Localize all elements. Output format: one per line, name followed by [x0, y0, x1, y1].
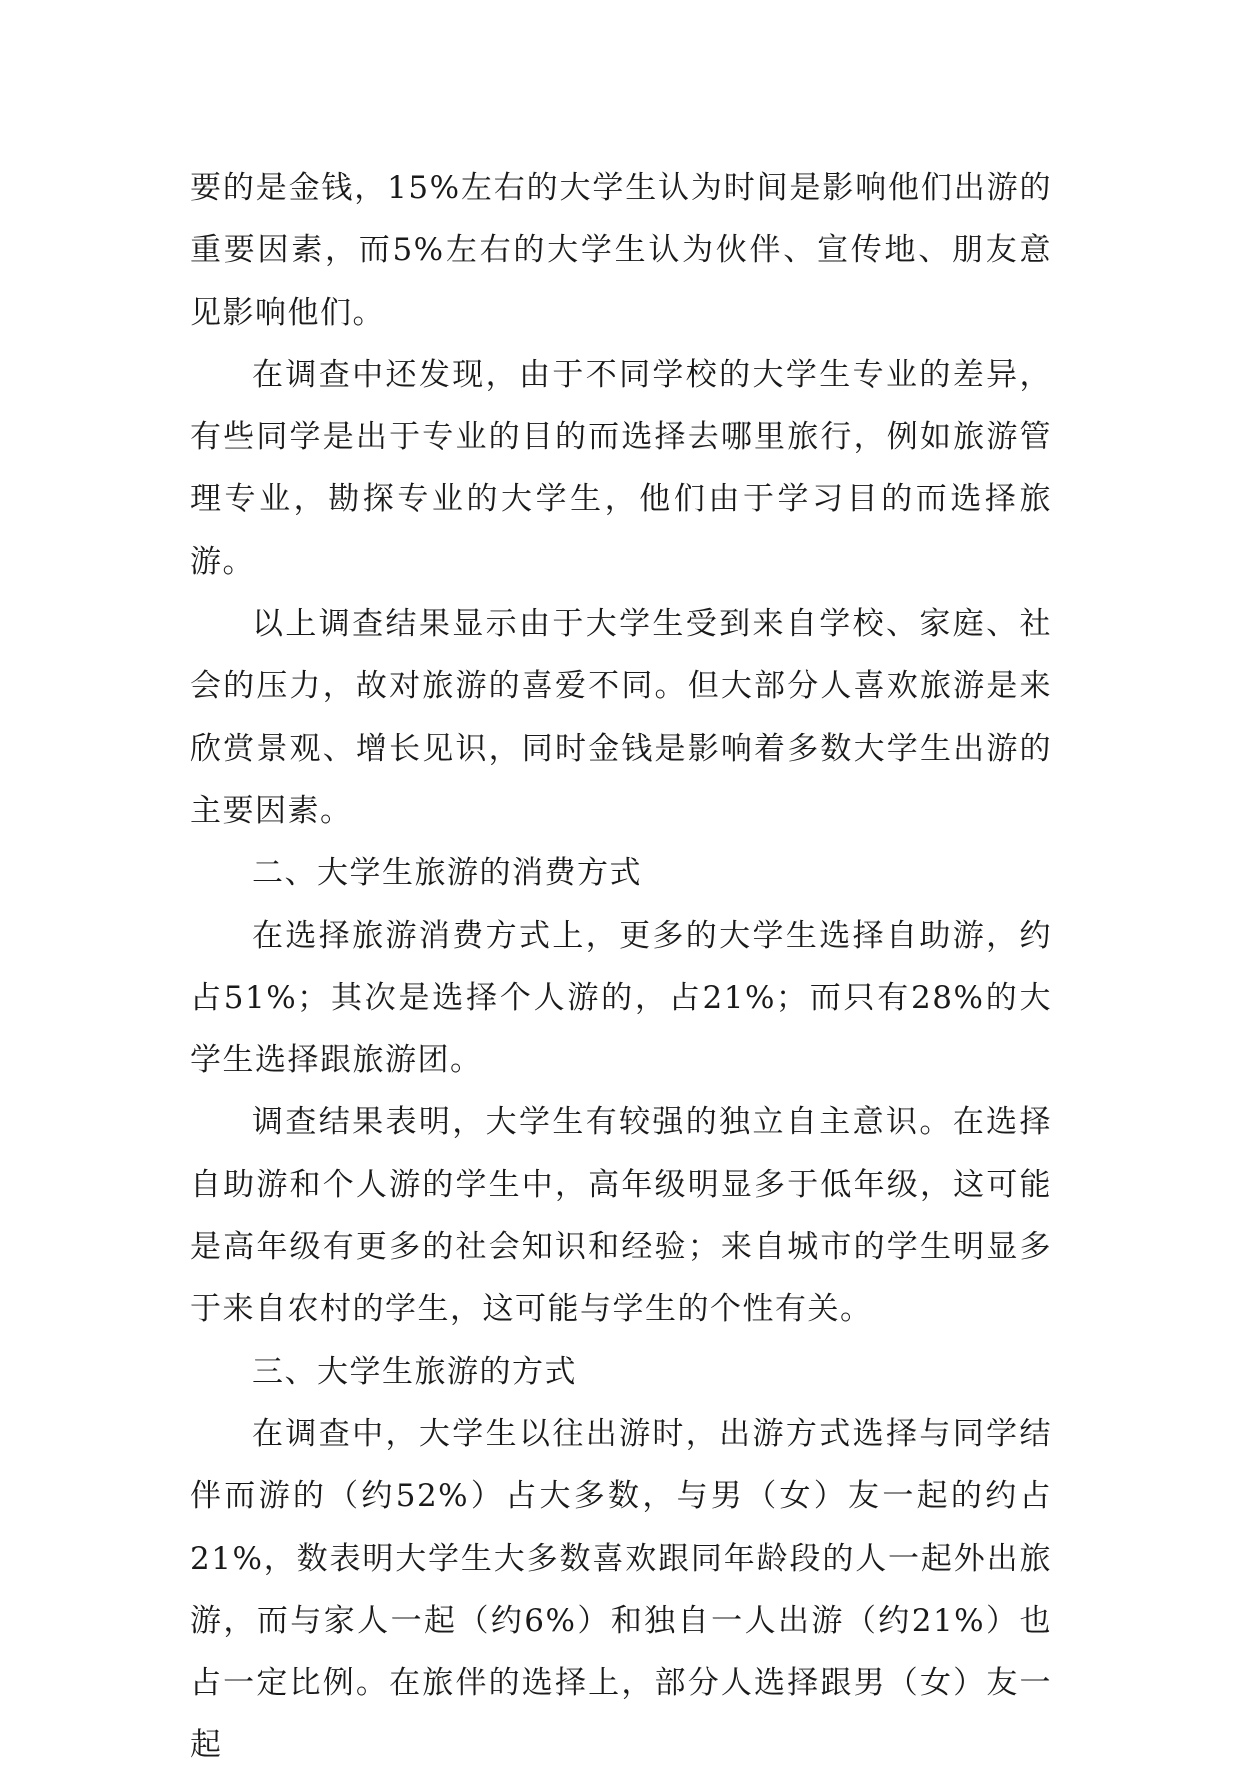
paragraph-travel-companions: 在调查中，大学生以往出游时，出游方式选择与同学结伴而游的（约52%）占大多数，与男（女）友一起的约占21%，数表明大学生大多数喜欢跟同年龄段的人一起外出旅游，而与家人一起（约6%）和独自一人出游（约21%）也占一定比例。在旅伴的选择上，部分人选择跟男（女）友一起	[190, 1415, 1052, 1764]
section-heading-travel-mode: 三、大学生旅游的方式	[252, 1353, 577, 1390]
paragraph-consumption-shares: 在选择旅游消费方式上，更多的大学生选择自助游，约占51%；其次是选择个人游的，占21%；而只有28%的大学生选择跟旅游团。	[190, 917, 1052, 1079]
paragraph-independence: 调查结果表明，大学生有较强的独立自主意识。在选择自助游和个人游的学生中，高年级明显多于低年级，这可能是高年级有更多的社会知识和经验；来自城市的学生明显多于来自农村的学生，这可能与学生的个性有关。	[190, 1104, 1052, 1328]
paragraph-continuation: 要的是金钱，15%左右的大学生认为时间是影响他们出游的重要因素，而5%左右的大学生认为伙伴、宣传地、朋友意见影响他们。	[190, 170, 1052, 331]
paragraph-major-difference: 在调查中还发现，由于不同学校的大学生专业的差异，有些同学是出于专业的目的而选择去哪里旅行，例如旅游管理专业，勘探专业的大学生，他们由于学习目的而选择旅游。	[190, 356, 1052, 580]
paragraph-survey-summary: 以上调查结果显示由于大学生受到来自学校、家庭、社会的压力，故对旅游的喜爱不同。但大部分人喜欢旅游是来欣赏景观、增长见识，同时金钱是影响着多数大学生出游的主要因素。	[190, 606, 1052, 829]
document-body	[190, 157, 1052, 1777]
section-heading-consumption: 二、大学生旅游的消费方式	[252, 855, 642, 892]
